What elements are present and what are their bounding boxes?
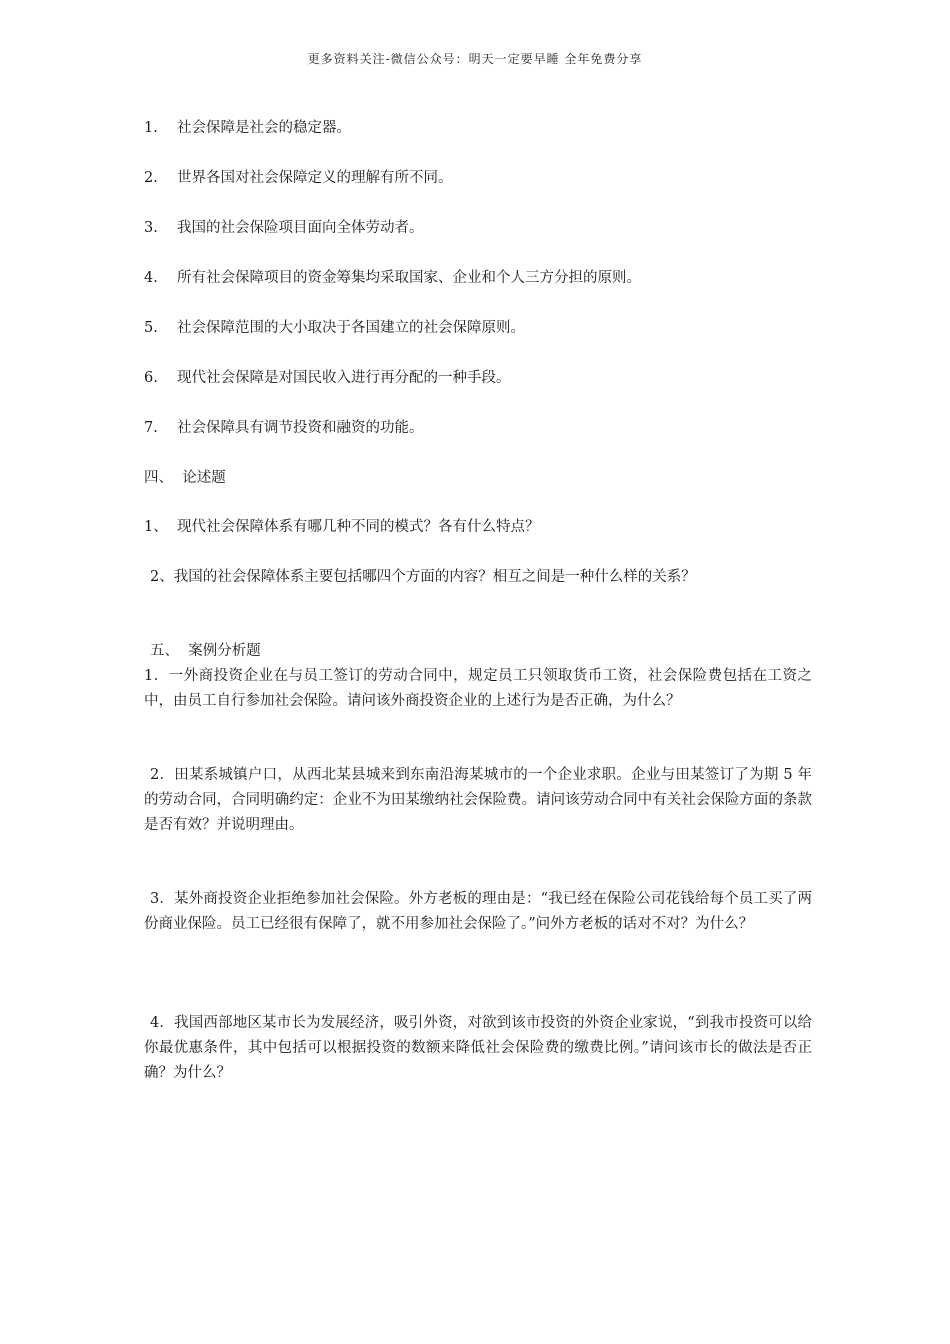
item-text: 世界各国对社会保障定义的理解有所不同。 — [177, 170, 453, 186]
item-text: 我国的社会保险项目面向全体劳动者。 — [177, 220, 424, 236]
item-number: 7. — [144, 420, 158, 436]
case-paragraph: 3．某外商投资企业拒绝参加社会保险。外方老板的理由是：“我已经在保险公司花钱给每个员工买了两份商业保险。员工已经很有保障了，就不用参加社会保险了。”问外方老板的话对不对？为什么？ — [144, 891, 812, 932]
list-item — [144, 118, 351, 138]
list-item — [144, 368, 511, 388]
case-paragraph: 4．我国西部地区某市长为发展经济，吸引外资，对欲到该市投资的外资企业家说，“到我市投资可以给你最优惠条件，其中包括可以根据投资的数额来降低社会保险费的缴费比例。”请问该市长的做法是否正确？为什么？ — [144, 1015, 812, 1081]
section-title-case: 五、 案例分析题 — [150, 643, 261, 659]
list-item — [144, 168, 453, 188]
item-number: 1. — [144, 120, 158, 136]
section-title-essay: 四、 论述题 — [144, 470, 226, 486]
item-text: 现代社会保障是对国民收入进行再分配的一种手段。 — [177, 370, 511, 386]
essay-question: 1、 现代社会保障体系有哪几种不同的模式？各有什么特点？ — [144, 519, 540, 535]
page-header: 更多资料关注-微信公众号：明天一定要早睡 全年免费分享 — [307, 52, 643, 66]
list-item — [144, 218, 424, 238]
item-number: 6. — [144, 370, 158, 386]
item-number: 4. — [144, 270, 158, 286]
case-paragraph: 1．一外商投资企业在与员工签订的劳动合同中，规定员工只领取货币工资，社会保险费包括在工资之中，由员工自行参加社会保险。请问该外商投资企业的上述行为是否正确，为什么？ — [144, 668, 812, 709]
list-item — [144, 418, 424, 438]
essay-question: 2、我国的社会保障体系主要包括哪四个方面的内容？相互之间是一种什么样的关系？ — [150, 569, 696, 585]
item-text: 社会保障是社会的稳定器。 — [177, 120, 351, 136]
item-text: 社会保障具有调节投资和融资的功能。 — [177, 420, 424, 436]
case-paragraph: 2．田某系城镇户口，从西北某县城来到东南沿海某城市的一个企业求职。企业与田某签订了为期 5 年的劳动合同，合同明确约定：企业不为田某缴纳社会保险费。请问该劳动合同中有关社会保险方面的条款是否有效？并说明理由。 — [144, 767, 812, 833]
item-text: 所有社会保障项目的资金筹集均采取国家、企业和个人三方分担的原则。 — [177, 270, 641, 286]
list-item — [144, 318, 525, 338]
list-item — [144, 268, 641, 288]
item-number: 5. — [144, 320, 158, 336]
item-number: 3. — [144, 220, 158, 236]
item-text: 社会保障范围的大小取决于各国建立的社会保障原则。 — [177, 320, 525, 336]
item-number: 2. — [144, 170, 158, 186]
